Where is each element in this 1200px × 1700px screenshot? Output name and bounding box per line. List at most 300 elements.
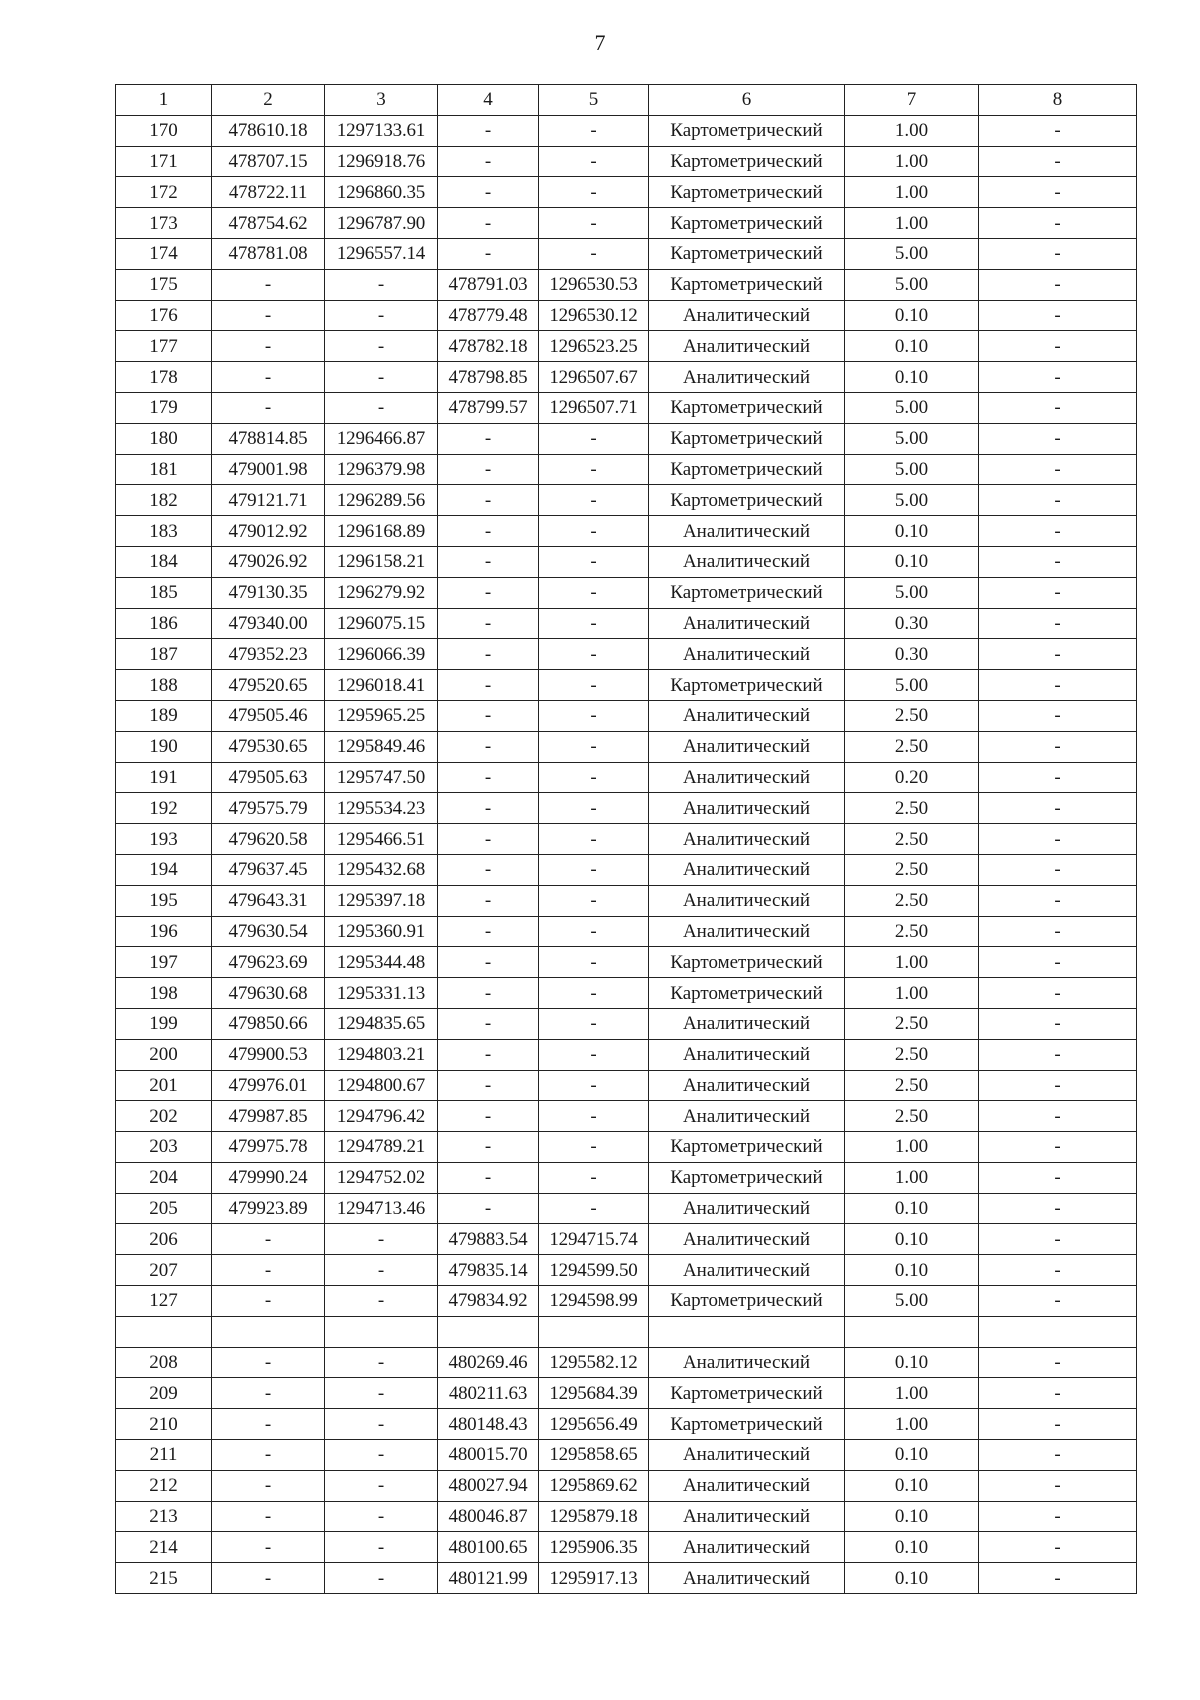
cell-y-new: 1295917.13 bbox=[539, 1563, 649, 1594]
cell-y-new: - bbox=[539, 146, 649, 177]
cell-point-number: 195 bbox=[116, 885, 212, 916]
cell-method: Аналитический bbox=[649, 700, 845, 731]
cell-x-existing: - bbox=[212, 1286, 325, 1317]
cell-y-new: - bbox=[539, 238, 649, 269]
cell-point-number: 170 bbox=[116, 115, 212, 146]
cell-y-existing: 1295965.25 bbox=[325, 700, 438, 731]
cell-y-existing: 1294752.02 bbox=[325, 1162, 438, 1193]
cell-y-existing: 1296918.76 bbox=[325, 146, 438, 177]
table-row bbox=[116, 577, 1137, 608]
cell-method: Аналитический bbox=[649, 1224, 845, 1255]
cell-y-new: - bbox=[539, 793, 649, 824]
table-row bbox=[116, 670, 1137, 701]
cell-method: Аналитический bbox=[649, 331, 845, 362]
cell-y-existing: - bbox=[325, 269, 438, 300]
cell-description: - bbox=[979, 1132, 1137, 1163]
cell-point-number: 206 bbox=[116, 1224, 212, 1255]
cell-x-existing: 479850.66 bbox=[212, 1008, 325, 1039]
cell-description: - bbox=[979, 608, 1137, 639]
cell-y-new: - bbox=[539, 700, 649, 731]
cell-point-number: 209 bbox=[116, 1378, 212, 1409]
cell-description: - bbox=[979, 700, 1137, 731]
cell-y-existing: 1295360.91 bbox=[325, 916, 438, 947]
cell-method: Картометрический bbox=[649, 1409, 845, 1440]
table-row bbox=[116, 485, 1137, 516]
cell-method: Аналитический bbox=[649, 824, 845, 855]
cell-y-new: 1296507.67 bbox=[539, 362, 649, 393]
cell-accuracy: 0.10 bbox=[845, 1193, 979, 1224]
cell-x-existing: 478610.18 bbox=[212, 115, 325, 146]
cell-y-existing: 1296557.14 bbox=[325, 238, 438, 269]
cell-x-existing: 479630.54 bbox=[212, 916, 325, 947]
cell-method: Аналитический bbox=[649, 731, 845, 762]
cell-x-new: 480046.87 bbox=[438, 1501, 539, 1532]
column-header-1: 1 bbox=[116, 85, 212, 116]
table-body bbox=[116, 115, 1137, 1593]
cell-point-number: 212 bbox=[116, 1470, 212, 1501]
cell-point-number: 210 bbox=[116, 1409, 212, 1440]
cell-x-new: - bbox=[438, 639, 539, 670]
cell-x-new: 478799.57 bbox=[438, 392, 539, 423]
cell-method: Аналитический bbox=[649, 1563, 845, 1594]
cell-x-existing: 479575.79 bbox=[212, 793, 325, 824]
cell-point-number: 173 bbox=[116, 208, 212, 239]
cell-description: - bbox=[979, 1532, 1137, 1563]
cell-method: Аналитический bbox=[649, 546, 845, 577]
cell-y-new: 1295906.35 bbox=[539, 1532, 649, 1563]
cell-description: - bbox=[979, 516, 1137, 547]
cell-description: - bbox=[979, 1563, 1137, 1594]
cell-y-new: 1295869.62 bbox=[539, 1470, 649, 1501]
cell-y-new: - bbox=[539, 1132, 649, 1163]
cell-x-new: 480027.94 bbox=[438, 1470, 539, 1501]
cell-point-number: 211 bbox=[116, 1440, 212, 1471]
cell-accuracy: 5.00 bbox=[845, 238, 979, 269]
cell-point-number: 171 bbox=[116, 146, 212, 177]
cell-x-new: - bbox=[438, 978, 539, 1009]
cell-y-new: - bbox=[539, 1008, 649, 1039]
cell-method bbox=[649, 1316, 845, 1347]
cell-x-new: - bbox=[438, 824, 539, 855]
cell-point-number: 181 bbox=[116, 454, 212, 485]
cell-y-existing: 1295432.68 bbox=[325, 854, 438, 885]
cell-accuracy: 2.50 bbox=[845, 824, 979, 855]
cell-description: - bbox=[979, 1070, 1137, 1101]
table-row bbox=[116, 885, 1137, 916]
cell-x-new: 480269.46 bbox=[438, 1347, 539, 1378]
table-row bbox=[116, 546, 1137, 577]
table-row bbox=[116, 1347, 1137, 1378]
cell-accuracy: 5.00 bbox=[845, 1286, 979, 1317]
cell-method: Аналитический bbox=[649, 1008, 845, 1039]
cell-x-existing: 479026.92 bbox=[212, 546, 325, 577]
cell-accuracy: 5.00 bbox=[845, 269, 979, 300]
cell-x-new: 480148.43 bbox=[438, 1409, 539, 1440]
cell-x-new: 478779.48 bbox=[438, 300, 539, 331]
cell-x-existing: 479976.01 bbox=[212, 1070, 325, 1101]
cell-x-new: - bbox=[438, 608, 539, 639]
cell-y-existing: - bbox=[325, 1470, 438, 1501]
cell-x-new: 480100.65 bbox=[438, 1532, 539, 1563]
cell-method: Аналитический bbox=[649, 1470, 845, 1501]
cell-method: Аналитический bbox=[649, 362, 845, 393]
cell-point-number: 174 bbox=[116, 238, 212, 269]
cell-y-new: - bbox=[539, 177, 649, 208]
cell-y-existing: 1295849.46 bbox=[325, 731, 438, 762]
cell-point-number: 193 bbox=[116, 824, 212, 855]
cell-point-number: 172 bbox=[116, 177, 212, 208]
cell-accuracy: 1.00 bbox=[845, 1378, 979, 1409]
cell-y-new: 1295582.12 bbox=[539, 1347, 649, 1378]
cell-y-new: 1296530.12 bbox=[539, 300, 649, 331]
cell-point-number: 214 bbox=[116, 1532, 212, 1563]
cell-method: Картометрический bbox=[649, 1162, 845, 1193]
cell-y-existing: - bbox=[325, 1563, 438, 1594]
cell-accuracy: 0.10 bbox=[845, 1224, 979, 1255]
cell-y-new: 1294598.99 bbox=[539, 1286, 649, 1317]
cell-y-existing: - bbox=[325, 1532, 438, 1563]
cell-method: Картометрический bbox=[649, 1132, 845, 1163]
cell-x-existing: - bbox=[212, 1347, 325, 1378]
cell-accuracy: 2.50 bbox=[845, 700, 979, 731]
cell-y-new: - bbox=[539, 947, 649, 978]
cell-point-number: 200 bbox=[116, 1039, 212, 1070]
cell-point-number: 178 bbox=[116, 362, 212, 393]
cell-x-new: - bbox=[438, 670, 539, 701]
cell-y-new: - bbox=[539, 854, 649, 885]
cell-accuracy: 2.50 bbox=[845, 793, 979, 824]
cell-x-new: - bbox=[438, 115, 539, 146]
table-row bbox=[116, 854, 1137, 885]
cell-x-existing: 479520.65 bbox=[212, 670, 325, 701]
cell-method: Аналитический bbox=[649, 1440, 845, 1471]
cell-method: Картометрический bbox=[649, 177, 845, 208]
cell-accuracy: 0.10 bbox=[845, 300, 979, 331]
cell-point-number: 179 bbox=[116, 392, 212, 423]
cell-y-existing: - bbox=[325, 331, 438, 362]
cell-x-new: 478798.85 bbox=[438, 362, 539, 393]
cell-x-existing: 479620.58 bbox=[212, 824, 325, 855]
cell-description: - bbox=[979, 177, 1137, 208]
cell-y-new: - bbox=[539, 1039, 649, 1070]
cell-accuracy: 2.50 bbox=[845, 1070, 979, 1101]
cell-y-new bbox=[539, 1316, 649, 1347]
cell-x-existing: 479001.98 bbox=[212, 454, 325, 485]
cell-point-number: 184 bbox=[116, 546, 212, 577]
cell-accuracy: 0.20 bbox=[845, 762, 979, 793]
cell-y-existing: 1294835.65 bbox=[325, 1008, 438, 1039]
cell-y-new: - bbox=[539, 670, 649, 701]
cell-x-existing: 479012.92 bbox=[212, 516, 325, 547]
cell-point-number: 194 bbox=[116, 854, 212, 885]
table-row bbox=[116, 146, 1137, 177]
table-row bbox=[116, 608, 1137, 639]
cell-method: Аналитический bbox=[649, 1070, 845, 1101]
cell-y-existing: 1296066.39 bbox=[325, 639, 438, 670]
cell-description: - bbox=[979, 300, 1137, 331]
cell-y-existing: 1294713.46 bbox=[325, 1193, 438, 1224]
cell-y-existing: 1295534.23 bbox=[325, 793, 438, 824]
cell-x-existing: - bbox=[212, 1224, 325, 1255]
table-row bbox=[116, 1470, 1137, 1501]
cell-y-new: - bbox=[539, 1070, 649, 1101]
cell-point-number: 207 bbox=[116, 1255, 212, 1286]
table-row bbox=[116, 1008, 1137, 1039]
cell-y-existing: 1294796.42 bbox=[325, 1101, 438, 1132]
cell-x-new: 479883.54 bbox=[438, 1224, 539, 1255]
cell-method: Аналитический bbox=[649, 916, 845, 947]
cell-x-new: - bbox=[438, 485, 539, 516]
cell-accuracy: 0.10 bbox=[845, 1255, 979, 1286]
cell-y-new: - bbox=[539, 577, 649, 608]
cell-x-new: 478782.18 bbox=[438, 331, 539, 362]
table-row bbox=[116, 1532, 1137, 1563]
table-row bbox=[116, 269, 1137, 300]
cell-point-number: 188 bbox=[116, 670, 212, 701]
cell-x-existing: 479505.63 bbox=[212, 762, 325, 793]
cell-accuracy: 0.10 bbox=[845, 1347, 979, 1378]
cell-method: Аналитический bbox=[649, 1347, 845, 1378]
cell-method: Картометрический bbox=[649, 454, 845, 485]
cell-accuracy: 2.50 bbox=[845, 1039, 979, 1070]
table-row bbox=[116, 423, 1137, 454]
table-row bbox=[116, 177, 1137, 208]
cell-y-existing: 1296466.87 bbox=[325, 423, 438, 454]
cell-y-existing: 1296289.56 bbox=[325, 485, 438, 516]
cell-y-new: - bbox=[539, 423, 649, 454]
cell-method: Аналитический bbox=[649, 762, 845, 793]
cell-point-number: 176 bbox=[116, 300, 212, 331]
cell-y-existing: 1294803.21 bbox=[325, 1039, 438, 1070]
cell-x-existing: 478707.15 bbox=[212, 146, 325, 177]
cell-method: Картометрический bbox=[649, 1378, 845, 1409]
cell-y-new: 1295684.39 bbox=[539, 1378, 649, 1409]
cell-method: Аналитический bbox=[649, 639, 845, 670]
cell-accuracy: 0.30 bbox=[845, 608, 979, 639]
cell-method: Картометрический bbox=[649, 1286, 845, 1317]
cell-y-existing: 1295344.48 bbox=[325, 947, 438, 978]
cell-x-new: - bbox=[438, 146, 539, 177]
cell-point-number: 185 bbox=[116, 577, 212, 608]
table-row bbox=[116, 300, 1137, 331]
cell-y-new: - bbox=[539, 824, 649, 855]
cell-accuracy: 5.00 bbox=[845, 577, 979, 608]
cell-x-new: - bbox=[438, 423, 539, 454]
cell-description: - bbox=[979, 978, 1137, 1009]
cell-x-existing: - bbox=[212, 362, 325, 393]
cell-x-existing: 479130.35 bbox=[212, 577, 325, 608]
cell-y-new: - bbox=[539, 916, 649, 947]
table-row bbox=[116, 1224, 1137, 1255]
cell-description: - bbox=[979, 546, 1137, 577]
cell-y-new: - bbox=[539, 485, 649, 516]
cell-y-new: 1295879.18 bbox=[539, 1501, 649, 1532]
cell-point-number: 127 bbox=[116, 1286, 212, 1317]
cell-point-number: 204 bbox=[116, 1162, 212, 1193]
cell-description: - bbox=[979, 362, 1137, 393]
cell-point-number: 190 bbox=[116, 731, 212, 762]
cell-x-existing: 479623.69 bbox=[212, 947, 325, 978]
cell-x-new: - bbox=[438, 516, 539, 547]
cell-description: - bbox=[979, 146, 1137, 177]
cell-point-number: 191 bbox=[116, 762, 212, 793]
column-header-8: 8 bbox=[979, 85, 1137, 116]
table-row bbox=[116, 1193, 1137, 1224]
cell-point-number: 197 bbox=[116, 947, 212, 978]
cell-accuracy: 1.00 bbox=[845, 146, 979, 177]
cell-method: Аналитический bbox=[649, 1039, 845, 1070]
cell-accuracy: 2.50 bbox=[845, 854, 979, 885]
table-row bbox=[116, 1101, 1137, 1132]
cell-x-existing: 479643.31 bbox=[212, 885, 325, 916]
cell-description: - bbox=[979, 1039, 1137, 1070]
cell-description: - bbox=[979, 731, 1137, 762]
cell-x-new: 480015.70 bbox=[438, 1440, 539, 1471]
cell-point-number: 198 bbox=[116, 978, 212, 1009]
cell-description: - bbox=[979, 916, 1137, 947]
cell-accuracy: 0.30 bbox=[845, 639, 979, 670]
cell-y-new: - bbox=[539, 639, 649, 670]
cell-method: Картометрический bbox=[649, 208, 845, 239]
cell-y-new: - bbox=[539, 608, 649, 639]
cell-accuracy: 0.10 bbox=[845, 1563, 979, 1594]
cell-point-number: 180 bbox=[116, 423, 212, 454]
cell-x-new: - bbox=[438, 1132, 539, 1163]
table-row bbox=[116, 362, 1137, 393]
cell-y-new: 1294599.50 bbox=[539, 1255, 649, 1286]
cell-y-existing: - bbox=[325, 1440, 438, 1471]
cell-method: Картометрический bbox=[649, 269, 845, 300]
cell-y-new: - bbox=[539, 1101, 649, 1132]
cell-description: - bbox=[979, 238, 1137, 269]
table-row bbox=[116, 916, 1137, 947]
cell-y-new: - bbox=[539, 115, 649, 146]
cell-y-new: - bbox=[539, 731, 649, 762]
cell-y-existing: 1296787.90 bbox=[325, 208, 438, 239]
cell-method: Аналитический bbox=[649, 1501, 845, 1532]
cell-accuracy: 2.50 bbox=[845, 885, 979, 916]
cell-x-existing: - bbox=[212, 1563, 325, 1594]
table-row bbox=[116, 1255, 1137, 1286]
cell-x-new: - bbox=[438, 854, 539, 885]
cell-y-existing: 1297133.61 bbox=[325, 115, 438, 146]
cell-y-new: 1296523.25 bbox=[539, 331, 649, 362]
cell-point-number: 186 bbox=[116, 608, 212, 639]
cell-method: Аналитический bbox=[649, 885, 845, 916]
table-row bbox=[116, 115, 1137, 146]
cell-x-new: 480211.63 bbox=[438, 1378, 539, 1409]
cell-method: Картометрический bbox=[649, 146, 845, 177]
cell-y-existing: - bbox=[325, 1224, 438, 1255]
cell-x-new: - bbox=[438, 762, 539, 793]
cell-accuracy: 0.10 bbox=[845, 1440, 979, 1471]
cell-point-number bbox=[116, 1316, 212, 1347]
cell-x-new: - bbox=[438, 885, 539, 916]
cell-accuracy: 0.10 bbox=[845, 516, 979, 547]
cell-description: - bbox=[979, 1162, 1137, 1193]
cell-accuracy: 5.00 bbox=[845, 423, 979, 454]
cell-y-new: - bbox=[539, 1193, 649, 1224]
cell-x-existing: - bbox=[212, 392, 325, 423]
cell-method: Картометрический bbox=[649, 670, 845, 701]
cell-x-new: - bbox=[438, 731, 539, 762]
cell-accuracy: 0.10 bbox=[845, 1470, 979, 1501]
cell-description: - bbox=[979, 1008, 1137, 1039]
cell-method: Картометрический bbox=[649, 485, 845, 516]
cell-description: - bbox=[979, 392, 1137, 423]
table-row bbox=[116, 947, 1137, 978]
cell-x-existing: 479975.78 bbox=[212, 1132, 325, 1163]
table-header-row bbox=[116, 85, 1137, 116]
column-header-5: 5 bbox=[539, 85, 649, 116]
cell-y-existing: 1295397.18 bbox=[325, 885, 438, 916]
table-row bbox=[116, 1501, 1137, 1532]
cell-y-new: 1296530.53 bbox=[539, 269, 649, 300]
cell-point-number: 199 bbox=[116, 1008, 212, 1039]
cell-accuracy: 1.00 bbox=[845, 1162, 979, 1193]
cell-description: - bbox=[979, 1224, 1137, 1255]
table-row bbox=[116, 208, 1137, 239]
cell-x-new: - bbox=[438, 793, 539, 824]
cell-y-new: - bbox=[539, 978, 649, 1009]
cell-accuracy: 0.10 bbox=[845, 1501, 979, 1532]
cell-x-new: - bbox=[438, 1162, 539, 1193]
cell-point-number: 182 bbox=[116, 485, 212, 516]
cell-description: - bbox=[979, 947, 1137, 978]
cell-y-new: - bbox=[539, 516, 649, 547]
cell-accuracy: 5.00 bbox=[845, 454, 979, 485]
cell-y-existing: 1296158.21 bbox=[325, 546, 438, 577]
cell-y-existing: 1295331.13 bbox=[325, 978, 438, 1009]
cell-y-existing: - bbox=[325, 1347, 438, 1378]
cell-description: - bbox=[979, 1470, 1137, 1501]
cell-y-existing: - bbox=[325, 1378, 438, 1409]
cell-method: Аналитический bbox=[649, 793, 845, 824]
cell-description: - bbox=[979, 208, 1137, 239]
cell-description bbox=[979, 1316, 1137, 1347]
cell-x-existing: 479923.89 bbox=[212, 1193, 325, 1224]
cell-description: - bbox=[979, 485, 1137, 516]
cell-description: - bbox=[979, 885, 1137, 916]
cell-x-existing: - bbox=[212, 1378, 325, 1409]
cell-method: Картометрический bbox=[649, 978, 845, 1009]
cell-x-new: - bbox=[438, 238, 539, 269]
cell-point-number: 213 bbox=[116, 1501, 212, 1532]
cell-accuracy: 5.00 bbox=[845, 670, 979, 701]
cell-accuracy: 0.10 bbox=[845, 1532, 979, 1563]
cell-method: Картометрический bbox=[649, 577, 845, 608]
cell-y-existing: 1296075.15 bbox=[325, 608, 438, 639]
cell-y-existing: - bbox=[325, 300, 438, 331]
cell-y-existing: 1296860.35 bbox=[325, 177, 438, 208]
cell-y-existing: 1294800.67 bbox=[325, 1070, 438, 1101]
cell-accuracy: 0.10 bbox=[845, 331, 979, 362]
cell-y-new: 1295858.65 bbox=[539, 1440, 649, 1471]
cell-y-new: 1294715.74 bbox=[539, 1224, 649, 1255]
cell-x-existing: 479630.68 bbox=[212, 978, 325, 1009]
cell-accuracy: 1.00 bbox=[845, 978, 979, 1009]
cell-x-existing: 478781.08 bbox=[212, 238, 325, 269]
cell-description: - bbox=[979, 1501, 1137, 1532]
table-row bbox=[116, 762, 1137, 793]
table-row bbox=[116, 1132, 1137, 1163]
table-row bbox=[116, 1039, 1137, 1070]
table-row bbox=[116, 516, 1137, 547]
cell-accuracy: 1.00 bbox=[845, 1409, 979, 1440]
cell-accuracy: 1.00 bbox=[845, 115, 979, 146]
table-row bbox=[116, 700, 1137, 731]
cell-accuracy: 1.00 bbox=[845, 208, 979, 239]
